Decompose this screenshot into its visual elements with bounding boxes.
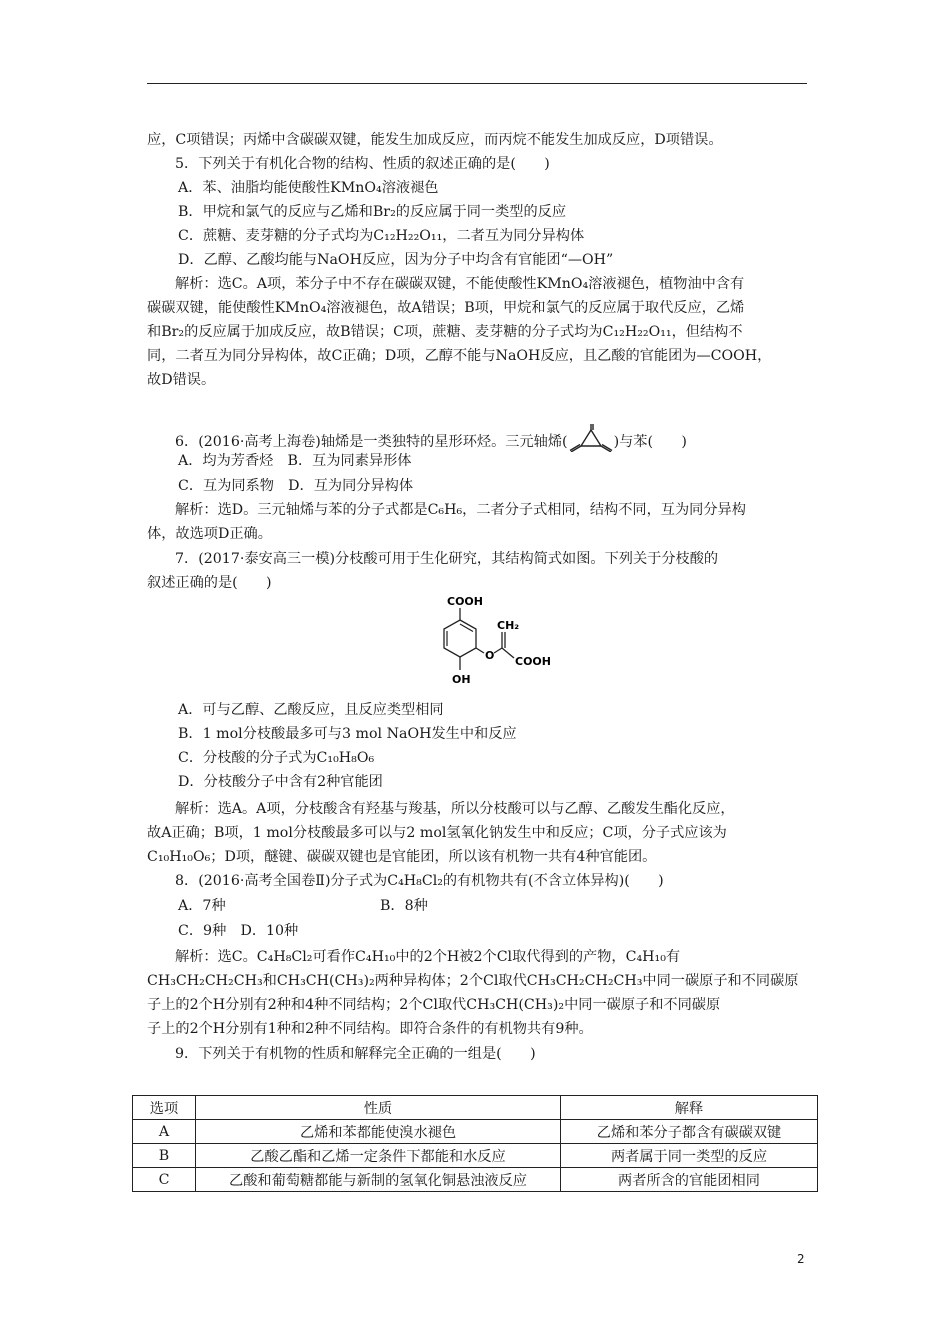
q6-options-ab: A．均为芳香烃 B．互为同素异形体 — [178, 453, 412, 469]
q6-stem-part2: )与苯( ) — [613, 434, 687, 450]
ether-o-label: O — [485, 649, 495, 662]
q5-explanation: 解析：选C。A项，苯分子中不存在碳碳双键，不能使酸性KMnO₄溶液褪色，植物油中含有 — [175, 276, 745, 292]
q8-option-a: A．7种 — [178, 898, 226, 914]
q6-stem-part1: 6．(2016·高考上海卷)轴烯是一类独特的星形环烃。三元轴烯( — [175, 434, 568, 450]
table-cell: 两者属于同一类型的反应 — [561, 1144, 818, 1168]
q5-explanation: 同，二者互为同分异构体，故C正确；D项，乙醇不能与NaOH反应，且乙酸的官能团为—COOH， — [147, 348, 772, 364]
header-rule — [147, 83, 807, 84]
text-line: 应，C项错误；丙烯中含碳碳双键，能发生加成反应，而丙烷不能发生加成反应，D项错误。 — [147, 132, 723, 148]
table-cell: 乙酸和葡萄糖都能与新制的氢氧化铜悬浊液反应 — [196, 1168, 561, 1192]
page-number: 2 — [797, 1252, 805, 1266]
q6-explanation: 解析：选D。三元轴烯与苯的分子式都是C₆H₆，二者分子式相同，结构不同，互为同分异构 — [175, 502, 746, 518]
table-row — [133, 1120, 818, 1144]
q8-option-b: B．8种 — [380, 898, 428, 914]
q9-table — [132, 1095, 818, 1192]
oh-label: OH — [452, 673, 471, 686]
table-cell: C — [133, 1168, 196, 1192]
q7-explanation: 解析：选A。A项，分枝酸含有羟基与羧基，所以分枝酸可以与乙醇、乙酸发生酯化反应， — [175, 801, 735, 817]
ch2-label: CH₂ — [497, 619, 520, 632]
q8-explanation: 子上的2个H分别有2种和4种不同结构；2个Cl取代CH₃CH(CH₃)₂中同一碳原子和不同碳原 — [147, 997, 721, 1013]
q5-explanation: 和Br₂的反应属于加成反应，故B错误；C项，蔗糖、麦芽糖的分子式均为C₁₂H₂₂O₁₁，但结构不 — [147, 324, 743, 340]
cooh-right-label: COOH — [515, 655, 551, 668]
q6-explanation: 体，故选项D正确。 — [147, 526, 272, 542]
q7-option-c: C．分枝酸的分子式为C₁₀H₈O₆ — [178, 750, 375, 766]
question-9-stem: 9．下列关于有机物的性质和解释完全正确的一组是( ) — [175, 1046, 536, 1062]
table-cell: 乙酸乙酯和乙烯一定条件下都能和水反应 — [196, 1144, 561, 1168]
table-header-cell: 解释 — [561, 1096, 818, 1120]
table-cell: 乙烯和苯都能使溴水褪色 — [196, 1120, 561, 1144]
q7-explanation: C₁₀H₁₀O₆；D项，醚键、碳碳双键也是官能团，所以该有机物一共有4种官能团。 — [147, 849, 657, 865]
q5-option-d: D．乙醇、乙酸均能与NaOH反应，因为分子中均含有官能团“—OH” — [178, 252, 614, 268]
q5-option-a: A．苯、油脂均能使酸性KMnO₄溶液褪色 — [178, 180, 439, 196]
table-cell: 乙烯和苯分子都含有碳碳双键 — [561, 1120, 818, 1144]
question-7-stem: 叙述正确的是( ) — [147, 575, 272, 591]
table-header-row — [133, 1096, 818, 1120]
q7-option-d: D．分枝酸分子中含有2种官能团 — [178, 774, 383, 790]
q8-explanation: 子上的2个H分别有1种和2种不同结构。即符合条件的有机物共有9种。 — [147, 1021, 593, 1037]
q5-explanation: 故D错误。 — [147, 372, 216, 388]
table-cell: A — [133, 1120, 196, 1144]
q5-option-b: B．甲烷和氯气的反应与乙烯和Br₂的反应属于同一类型的反应 — [178, 204, 567, 220]
question-5-stem: 5．下列关于有机化合物的结构、性质的叙述正确的是( ) — [175, 156, 550, 172]
q8-explanation: 解析：选C。C₄H₈Cl₂可看作C₄H₁₀中的2个H被2个Cl取代得到的产物，C₄H₁₀有 — [175, 949, 681, 965]
q7-option-b: B．1 mol分枝酸最多可与3 mol NaOH发生中和反应 — [178, 726, 517, 742]
q6-options-cd: C．互为同系物 D．互为同分异构体 — [178, 478, 414, 494]
question-7-stem: 7．(2017·泰安高三一模)分枝酸可用于生化研究，其结构简式如图。下列关于分枝酸的 — [175, 551, 719, 567]
q5-option-c: C．蔗糖、麦芽糖的分子式均为C₁₂H₂₂O₁₁，二者互为同分异构体 — [178, 228, 585, 244]
table-header-cell: 性质 — [196, 1096, 561, 1120]
table-cell: 两者所含的官能团相同 — [561, 1168, 818, 1192]
q8-options-cd: C．9种 D．10种 — [178, 923, 299, 939]
question-8-stem: 8．(2016·高考全国卷Ⅱ)分子式为C₄H₈Cl₂的有机物共有(不含立体异构)( ) — [175, 873, 664, 889]
table-row — [133, 1168, 818, 1192]
table-row — [133, 1144, 818, 1168]
q8-explanation: CH₃CH₂CH₂CH₃和CH₃CH(CH₃)₂两种异构体；2个Cl取代CH₃CH₂CH₂CH₃中同一碳原子和不同碳原 — [147, 973, 799, 989]
table-cell: B — [133, 1144, 196, 1168]
chorismic-acid-structure — [420, 592, 560, 690]
cooh-top-label: COOH — [447, 595, 483, 608]
triaxial-ene-structure — [568, 424, 614, 452]
q7-explanation: 故A正确；B项，1 mol分枝酸最多可以与2 mol氢氧化钠发生中和反应；C项，分子式应该为 — [147, 825, 727, 841]
table-header-cell: 选项 — [133, 1096, 196, 1120]
q5-explanation: 碳碳双键，能使酸性KMnO₄溶液褪色，故A错误；B项，甲烷和氯气的反应属于取代反应，乙烯 — [147, 300, 745, 316]
q7-option-a: A．可与乙醇、乙酸反应，且反应类型相同 — [178, 702, 444, 718]
